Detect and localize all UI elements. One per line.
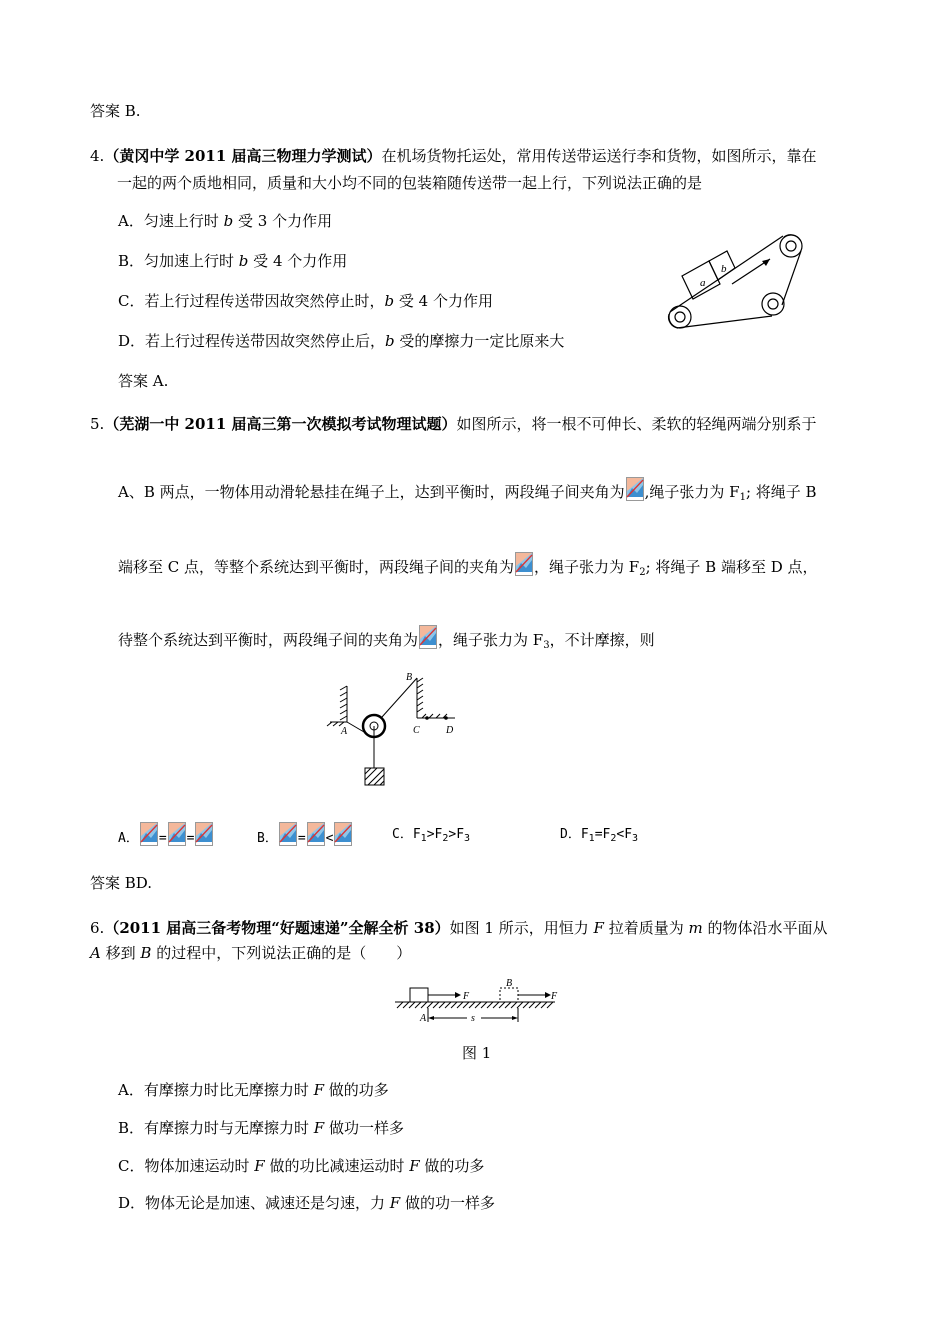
q6-option-d: D．物体无论是加速、减速还是匀速，力 F 做的功一样多	[118, 1194, 495, 1212]
angle-image-icon	[626, 477, 644, 503]
q5-option-c: C．$F_1>F_2>F_3$	[392, 827, 471, 844]
q5-line2: A、B 两点，一物体用动滑轮悬挂在绳子上，达到平衡时，两段绳子间夹角为 ,绳子张力为 $F_1$; 将绳子 B	[118, 477, 817, 503]
box-a-label: a	[700, 277, 706, 289]
q4-stem-1: 在机场货物托运处，常用传送带运送行李和货物，如图所示，靠在	[381, 147, 817, 165]
q6-line1: 6.（2011 届高三备考物理“好题速递”全解全析 38）如图 1 所示，用恒力 F 拉着质量为 m 的物体沿水平面从	[90, 919, 828, 937]
q6-option-b: B．有摩擦力时与无摩擦力时 F 做功一样多	[118, 1119, 404, 1137]
force-label-1: F	[463, 991, 470, 1002]
q5-option-b: B． = <	[257, 822, 353, 850]
angle-image-icon	[515, 552, 533, 578]
point-b-label: B	[406, 672, 413, 683]
q4-option-c: C．若上行过程传送带因故突然停止时，b 受 4 个力作用	[118, 292, 493, 310]
angle-image-icon	[419, 625, 437, 651]
q4-answer: 答案 A.	[118, 372, 169, 390]
q6-line2: A 移到 B 的过程中，下列说法正确的是（ ）	[90, 944, 412, 962]
q4-line1	[90, 145, 817, 167]
q5-line1	[90, 413, 817, 435]
q6-source: （2011 届高三备考物理“好题速递”全解全析 38）	[104, 919, 450, 937]
figure-caption: 图 1	[462, 1044, 492, 1062]
q4-number: 4.	[90, 147, 105, 165]
q5-answer: 答案 BD.	[90, 874, 153, 892]
q4-source: （黄冈中学 2011 届高三物理力学测试）	[104, 147, 382, 165]
q6-option-a: A．有摩擦力时比无摩擦力时 F 做的功多	[118, 1081, 389, 1099]
q5-line4: 待整个系统达到平衡时，两段绳子间的夹角为 ，绳子张力为 $F_3$，不计摩擦，则	[118, 625, 655, 651]
force-label-2: F	[551, 991, 558, 1002]
point-a-label: A	[341, 726, 348, 737]
q4-option-b: B．匀加速上行时 b 受 4 个力作用	[118, 252, 348, 270]
point-b-label: B	[506, 978, 513, 989]
q5-option-a: A． = =	[118, 822, 214, 850]
point-d-label: D	[446, 725, 454, 736]
q5-number: 5.	[90, 415, 105, 433]
box-b-label: b	[721, 263, 727, 275]
q6-option-c: C．物体加速运动时 F 做的功比减速运动时 F 做的功多	[118, 1157, 485, 1175]
q5-line3: 端移至 C 点，等整个系统达到平衡时，两段绳子间的夹角为 ，绳子张力为 $F_2$; 将绳子 B 端移至 D 点，	[118, 552, 818, 578]
q4-option-d: D．若上行过程传送带因故突然停止后，b 受的摩擦力一定比原来大	[118, 332, 565, 350]
q5-source: （芜湖一中 2011 届高三第一次模拟考试物理试题）	[104, 415, 457, 433]
pulley-figure	[320, 668, 460, 790]
force-displacement-figure	[395, 976, 560, 1026]
answer-prev: 答案 B.	[90, 102, 141, 120]
q4-stem-2: 一起的两个质地相同，质量和大小均不同的包装箱随传送带一起上行，下列说法正确的是	[117, 174, 703, 192]
q5-option-d: D．$F_1=F_2<F_3$	[560, 827, 639, 844]
point-a-label: A	[420, 1013, 427, 1024]
conveyor-belt-figure	[660, 228, 810, 338]
point-c-label: C	[413, 725, 420, 736]
q5-stem-1: 如图所示，将一根不可伸长、柔软的轻绳两端分别系于	[456, 415, 817, 433]
distance-s-label: s	[471, 1013, 475, 1024]
q4-option-a: A．匀速上行时 b 受 3 个力作用	[118, 212, 333, 230]
